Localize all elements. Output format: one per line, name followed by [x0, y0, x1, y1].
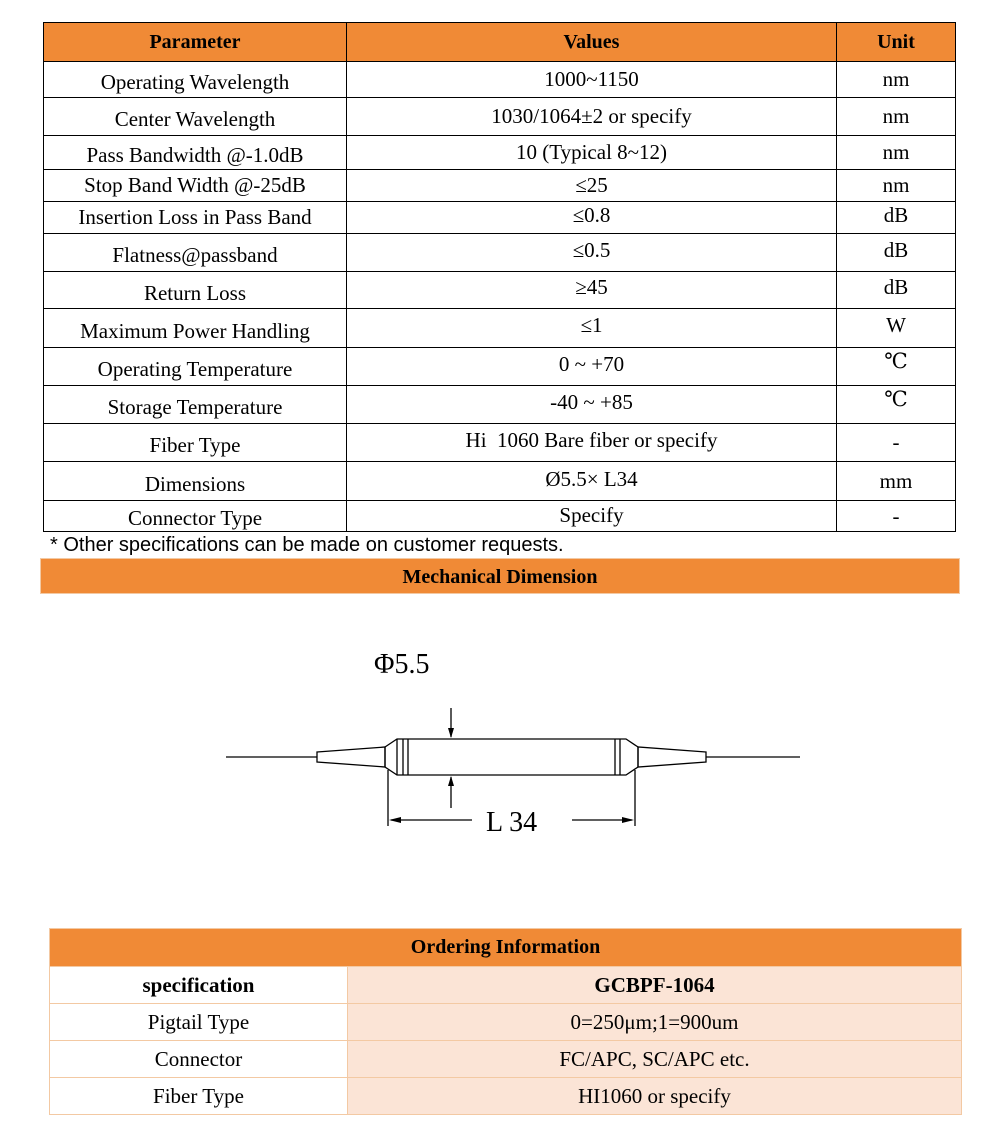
option-label: Pigtail Type: [50, 1004, 348, 1041]
header-values: Values: [347, 23, 837, 62]
ordering-title-row: [50, 929, 962, 967]
unit-cell: nm: [837, 170, 956, 202]
table-row: [44, 202, 956, 234]
table-row: [44, 386, 956, 424]
table-row: [50, 1041, 962, 1078]
parameter-cell: Operating Temperature: [44, 348, 347, 386]
value-cell: -40 ~ +85: [347, 386, 837, 424]
value-cell: Ø5.5× L34: [347, 462, 837, 501]
table-row: [50, 1078, 962, 1115]
parameter-cell: Maximum Power Handling: [44, 309, 347, 348]
diameter-label: Φ5.5: [374, 649, 430, 680]
parameter-cell: Return Loss: [44, 272, 347, 309]
table-row: [44, 170, 956, 202]
unit-cell: mm: [837, 462, 956, 501]
value-cell: ≤1: [347, 309, 837, 348]
table-row: [44, 424, 956, 462]
header-unit: Unit: [837, 23, 956, 62]
value-cell: 0 ~ +70: [347, 348, 837, 386]
unit-cell: dB: [837, 202, 956, 234]
option-label: Fiber Type: [50, 1078, 348, 1115]
table-row: [44, 98, 956, 136]
header-parameter: Parameter: [44, 23, 347, 62]
table-row: [44, 501, 956, 532]
parameter-cell: Stop Band Width @-25dB: [44, 170, 347, 202]
unit-cell: dB: [837, 272, 956, 309]
parameter-cell: Insertion Loss in Pass Band: [44, 202, 347, 234]
unit-cell: W: [837, 309, 956, 348]
table-row: [44, 234, 956, 272]
length-label: L 34: [486, 807, 538, 838]
table-row: [44, 272, 956, 309]
value-cell: 1030/1064±2 or specify: [347, 98, 837, 136]
table-row: [44, 348, 956, 386]
unit-cell: ℃: [837, 348, 956, 386]
value-cell: 10 (Typical 8~12): [347, 136, 837, 170]
unit-cell: nm: [837, 62, 956, 98]
unit-cell: -: [837, 501, 956, 532]
parameter-cell: Storage Temperature: [44, 386, 347, 424]
parameter-cell: Fiber Type: [44, 424, 347, 462]
table-row: [44, 62, 956, 98]
parameter-cell: Operating Wavelength: [44, 62, 347, 98]
table-row: [44, 136, 956, 170]
parameter-cell: Connector Type: [44, 501, 347, 532]
spec-header-row: [44, 23, 956, 62]
ordering-title: Ordering Information: [50, 929, 962, 967]
unit-cell: dB: [837, 234, 956, 272]
option-value: 0=250μm;1=900um: [348, 1004, 962, 1041]
parameter-cell: Dimensions: [44, 462, 347, 501]
table-row: [44, 462, 956, 501]
value-cell: 1000~1150: [347, 62, 837, 98]
parameter-cell: Pass Bandwidth @-1.0dB: [44, 136, 347, 170]
table-row: [44, 309, 956, 348]
left-boot: [317, 747, 385, 767]
unit-cell: ℃: [837, 386, 956, 424]
ordering-header-row: [50, 967, 962, 1004]
option-value: FC/APC, SC/APC etc.: [348, 1041, 962, 1078]
parameter-cell: Center Wavelength: [44, 98, 347, 136]
ordering-table: [49, 928, 962, 1115]
tube-body: [385, 739, 638, 775]
unit-cell: nm: [837, 136, 956, 170]
option-label: Connector: [50, 1041, 348, 1078]
value-cell: Hi 1060 Bare fiber or specify: [347, 424, 837, 462]
value-cell: ≥45: [347, 272, 837, 309]
table-row: [50, 1004, 962, 1041]
footnote: * Other specifications can be made on customer requests.: [50, 534, 564, 556]
spec-label: specification: [50, 967, 348, 1004]
right-boot: [638, 747, 706, 767]
spec-table: [43, 22, 956, 532]
parameter-cell: Flatness@passband: [44, 234, 347, 272]
mechanical-drawing: [220, 640, 820, 850]
option-value: HI1060 or specify: [348, 1078, 962, 1115]
unit-cell: nm: [837, 98, 956, 136]
value-cell: Specify: [347, 501, 837, 532]
model-number: GCBPF-1064: [348, 967, 962, 1004]
value-cell: ≤0.5: [347, 234, 837, 272]
value-cell: ≤25: [347, 170, 837, 202]
unit-cell: -: [837, 424, 956, 462]
value-cell: ≤0.8: [347, 202, 837, 234]
mechanical-dimension-title: Mechanical Dimension: [40, 558, 960, 594]
